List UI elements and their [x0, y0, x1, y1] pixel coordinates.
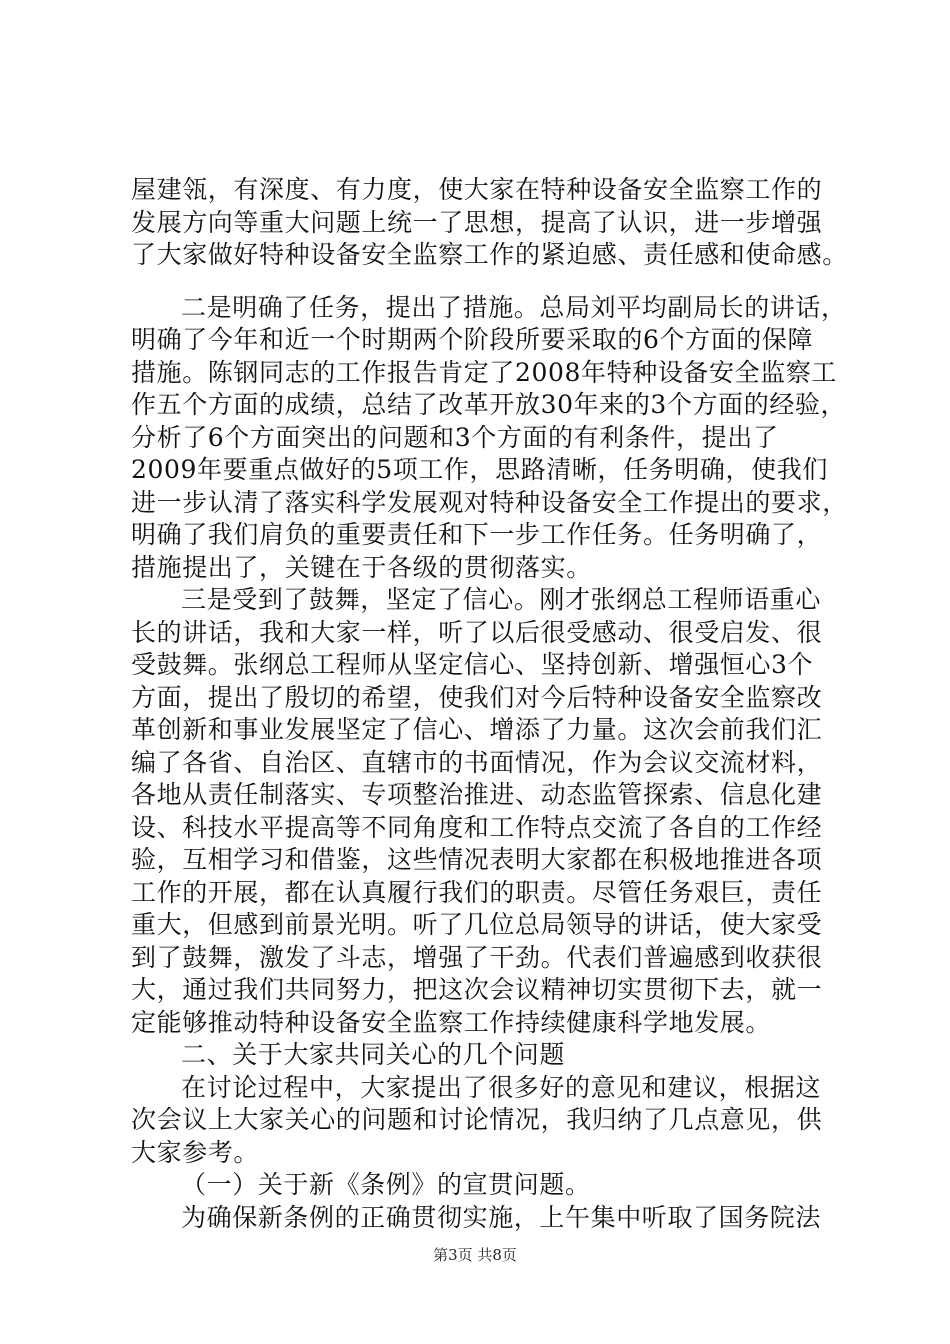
text-line: 编了各省、自治区、直辖市的书面情况，作为会议交流材料，: [131, 747, 823, 777]
paragraph-first-line: 二是明确了任务，提出了措施。总局刘平均副局长的讲话，: [181, 292, 847, 322]
subsection-heading: （一）关于新《条例》的宣贯问题。: [181, 1170, 591, 1199]
page-number-footer: 第3页 共8页: [433, 1246, 517, 1264]
text-line: 措施提出了，关键在于各级的贯彻落实。: [131, 552, 592, 582]
text-line: 2009年要重点做好的5项工作，思路清晰，任务明确，使我们: [131, 455, 828, 484]
text-line: 方面，提出了殷切的希望，使我们对今后特种设备安全监察改: [131, 682, 823, 712]
text-line: 定能够推动特种设备安全监察工作持续健康科学地发展。: [131, 1007, 772, 1037]
text-line: 受鼓舞。张纲总工程师从坚定信心、坚持创新、增强恒心3个: [131, 650, 814, 679]
text-line: 作五个方面的成绩，总结了改革开放30年来的3个方面的经验，: [131, 390, 847, 419]
text-line: 了大家做好特种设备安全监察工作的紧迫感、责任感和使命感。: [131, 240, 848, 269]
text-line: 次会议上大家关心的问题和讨论情况，我归纳了几点意见，供: [131, 1105, 823, 1134]
text-line: 屋建瓴，有深度、有力度，使大家在特种设备安全监察工作的: [131, 175, 823, 204]
text-line: 革创新和事业发展坚定了信心、增添了力量。这次会前我们汇: [131, 715, 823, 744]
paragraph-first-line: 三是受到了鼓舞，坚定了信心。刚才张纲总工程师语重心: [181, 585, 822, 614]
section-heading: 二、关于大家共同关心的几个问题: [181, 1040, 566, 1069]
text-line: 长的讲话，我和大家一样，听了以后很受感动、很受启发、很: [131, 617, 823, 647]
text-line: 分析了6个方面突出的问题和3个方面的有利条件，提出了: [131, 422, 779, 452]
text-line: 措施。陈钢同志的工作报告肯定了2008年特种设备安全监察工: [131, 357, 838, 387]
text-line: 到了鼓舞，激发了斗志，增强了干劲。代表们普遍感到收获很: [131, 942, 823, 972]
text-line: 大家参考。: [131, 1137, 260, 1167]
paragraph-first-line: 在讨论过程中，大家提出了很多好的意见和建议，根据这: [181, 1072, 822, 1102]
text-line: 工作的开展，都在认真履行我们的职责。尽管任务艰巨，责任: [131, 877, 823, 907]
text-line: 设、科技水平提高等不同角度和工作特点交流了各自的工作经: [131, 812, 823, 842]
text-line: 明确了今年和近一个时期两个阶段所要采取的6个方面的保障: [131, 325, 814, 354]
text-line: 重大，但感到前景光明。听了几位总局领导的讲话，使大家受: [131, 910, 823, 939]
paragraph-first-line: 为确保新条例的正确贯彻实施，上午集中听取了国务院法: [181, 1202, 822, 1232]
text-line: 明确了我们肩负的重要责任和下一步工作任务。任务明确了，: [131, 520, 823, 549]
text-line: 发展方向等重大问题上统一了思想，提高了认识，进一步增强: [131, 207, 823, 237]
text-line: 验，互相学习和借鉴，这些情况表明大家都在积极地推进各项: [131, 845, 823, 874]
text-line: 各地从责任制落实、专项整治推进、动态监管探索、信息化建: [131, 780, 823, 809]
text-line: 进一步认清了落实科学发展观对特种设备安全工作提出的要求，: [131, 487, 848, 517]
text-line: 大，通过我们共同努力，把这次会议精神切实贯彻下去，就一: [131, 975, 823, 1004]
